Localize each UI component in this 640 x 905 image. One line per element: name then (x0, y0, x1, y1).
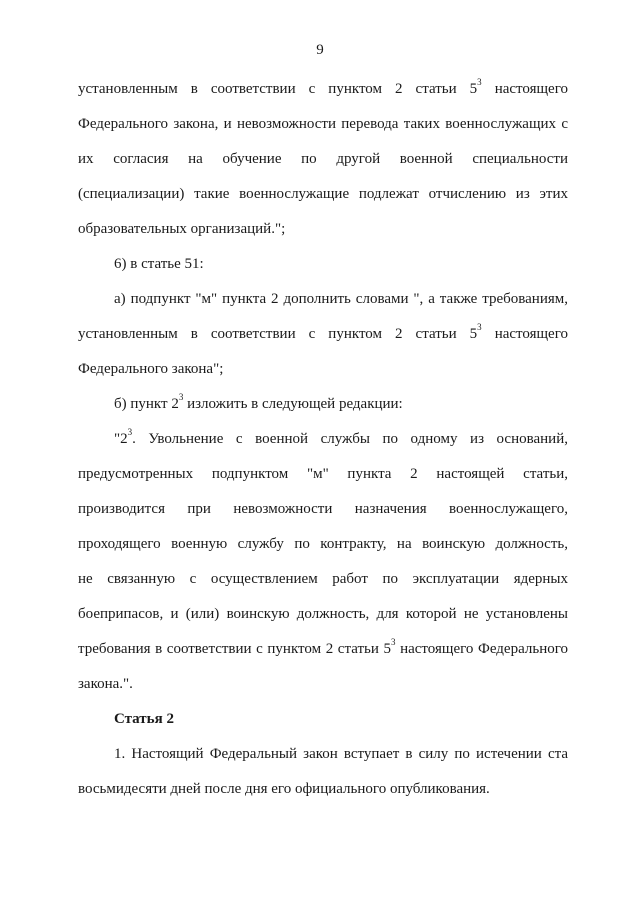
text-segment: настоящего Федерального (395, 641, 568, 657)
text-line-21: восьмидесяти дней после дня его официального опубликования. (78, 781, 490, 797)
text-line-9: Федерального закона"; (78, 361, 224, 377)
text-line-15: не связанную с осуществлением работ по эксплуатации ядерных (78, 571, 568, 587)
superscript: 3 (390, 637, 396, 647)
superscript: 3 (127, 427, 133, 437)
text-line-5: образовательных организаций."; (78, 221, 286, 237)
text-line-18: закона.". (78, 676, 133, 692)
text-segment: настоящего (481, 81, 568, 97)
text-line-8 (78, 322, 568, 343)
text-line-13: производится при невозможности назначения военнослужащего, (78, 501, 568, 517)
text-segment: изложить в следующей редакции: (183, 396, 403, 412)
text-line-1 (78, 77, 568, 98)
text-line-6: 6) в статье 51: (114, 256, 204, 272)
superscript: 3 (178, 392, 184, 402)
text-segment: требования в соответствии с пунктом 2 статьи 5 (78, 641, 391, 657)
article-heading: Статья 2 (114, 711, 174, 727)
text-line-17 (78, 637, 568, 658)
text-segment: "2 (114, 431, 128, 447)
text-line-10 (114, 392, 568, 413)
text-line-14: проходящего военную службу по контракту, на воинскую должность, (78, 536, 568, 552)
text-line-12: предусмотренных подпунктом "м" пункта 2 настоящей статьи, (78, 466, 568, 482)
text-line-3: их согласия на обучение по другой военной специальности (78, 151, 568, 167)
text-segment: установленным в соответствии с пунктом 2 статьи 5 (78, 326, 478, 342)
text-line-7: а) подпункт "м" пункта 2 дополнить словами ", а также требованиям, (114, 291, 568, 307)
text-segment: настоящего (481, 326, 568, 342)
text-line-2: Федерального закона, и невозможности перевода таких военнослужащих с (78, 116, 568, 132)
text-line-11 (114, 427, 568, 448)
text-line-4: (специализации) такие военнослужащие подлежат отчислению из этих (78, 186, 568, 202)
text-segment: . Увольнение с военной службы по одному из оснований, (132, 431, 568, 447)
text-line-16: боеприпасов, и (или) воинскую должность, для которой не установлены (78, 606, 568, 622)
text-segment: б) пункт 2 (114, 396, 179, 412)
text-line-20: 1. Настоящий Федеральный закон вступает в силу по истечении ста (114, 746, 568, 762)
superscript: 3 (477, 77, 482, 87)
page-number: 9 (316, 42, 324, 58)
superscript: 3 (477, 322, 482, 332)
text-segment: установленным в соответствии с пунктом 2 статьи 5 (78, 81, 478, 97)
